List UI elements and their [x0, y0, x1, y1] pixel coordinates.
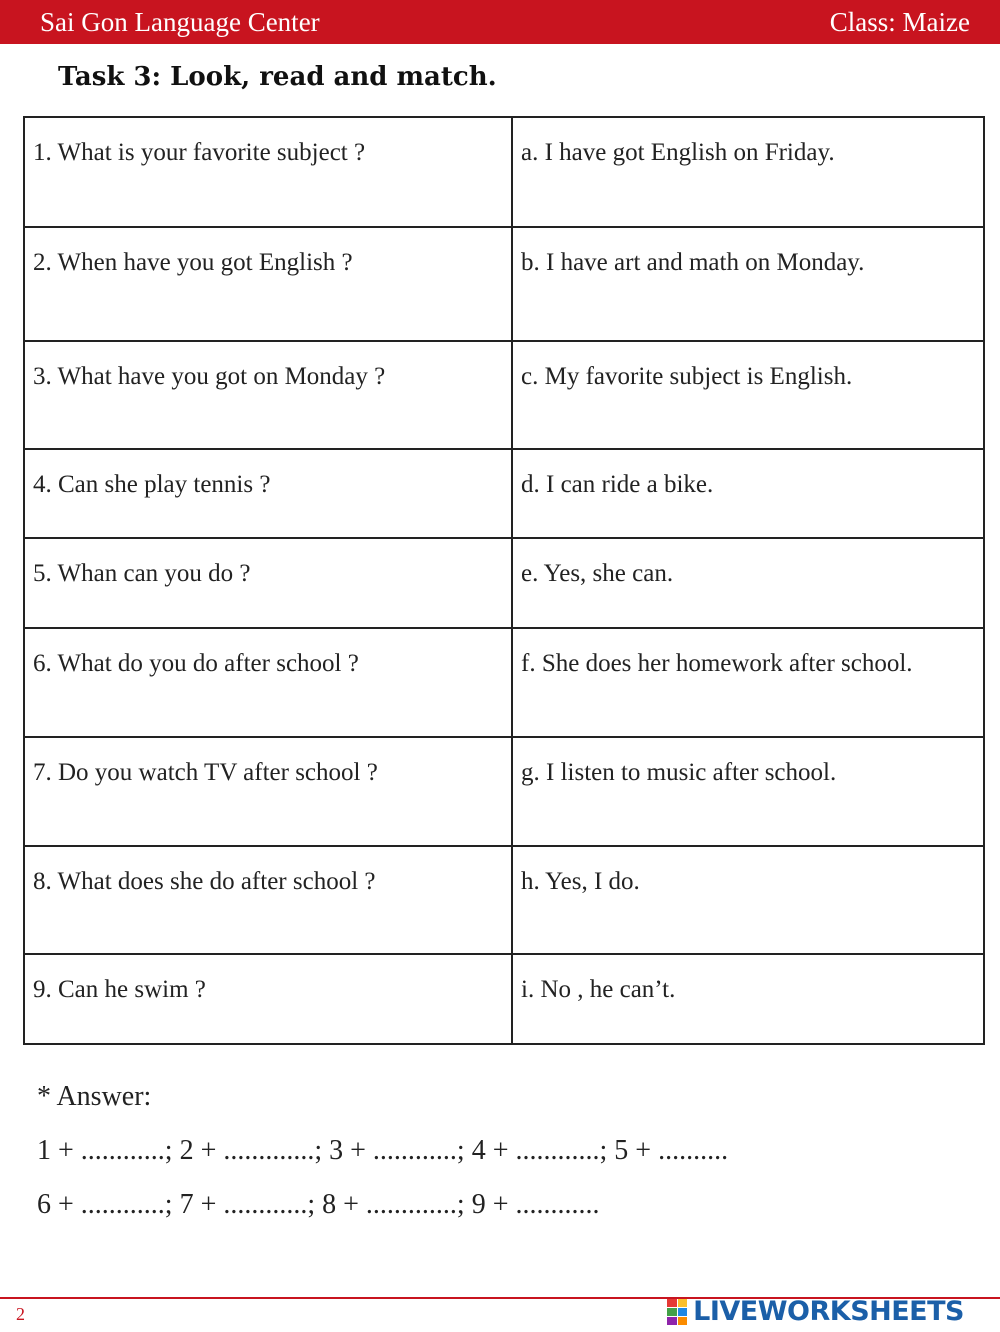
answer-cell: g. I listen to music after school.: [512, 737, 984, 846]
table-row: [24, 737, 984, 846]
question-cell: 8. What does she do after school ?: [24, 846, 512, 954]
answer-cell: f. She does her homework after school.: [512, 628, 984, 737]
brand-name: LIVEWORKSHEETS: [693, 1296, 964, 1327]
answer-cell: b. I have art and math on Monday.: [512, 227, 984, 341]
center-name: Sai Gon Language Center: [40, 7, 320, 37]
question-cell: 2. When have you got English ?: [24, 227, 512, 341]
answer-cell: c. My favorite subject is English.: [512, 341, 984, 449]
table-row: [24, 227, 984, 341]
page-header: [0, 0, 1000, 44]
table-row: [24, 846, 984, 954]
answer-cell: d. I can ride a bike.: [512, 449, 984, 538]
table-row: [24, 117, 984, 227]
liveworksheets-logo-icon: [667, 1299, 687, 1325]
question-cell: 1. What is your favorite subject ?: [24, 117, 512, 227]
answer-line-2[interactable]: 6 + ............; 7 + ............; 8 + .............; 9 + ............: [37, 1189, 600, 1220]
page-number: 2: [16, 1304, 25, 1324]
answer-label: * Answer:: [37, 1081, 152, 1112]
question-cell: 4. Can she play tennis ?: [24, 449, 512, 538]
question-cell: 9. Can he swim ?: [24, 954, 512, 1044]
answer-cell: a. I have got English on Friday.: [512, 117, 984, 227]
question-cell: 6. What do you do after school ?: [24, 628, 512, 737]
task-title: Task 3: Look, read and match.: [58, 62, 497, 92]
question-cell: 5. Whan can you do ?: [24, 538, 512, 628]
brand-watermark: [667, 1296, 964, 1327]
table-row: [24, 628, 984, 737]
answer-line-1[interactable]: 1 + ............; 2 + .............; 3 + ............; 4 + ............; 5 + ..........: [37, 1135, 729, 1166]
answer-cell: h. Yes, I do.: [512, 846, 984, 954]
answer-cell: i. No , he can’t.: [512, 954, 984, 1044]
table-row: [24, 449, 984, 538]
table-row: [24, 341, 984, 449]
table-row: [24, 538, 984, 628]
table-row: [24, 954, 984, 1044]
answer-section: [37, 1070, 728, 1232]
match-table: [23, 116, 985, 1045]
question-cell: 7. Do you watch TV after school ?: [24, 737, 512, 846]
answer-cell: e. Yes, she can.: [512, 538, 984, 628]
class-label: Class: Maize: [829, 7, 970, 37]
question-cell: 3. What have you got on Monday ?: [24, 341, 512, 449]
